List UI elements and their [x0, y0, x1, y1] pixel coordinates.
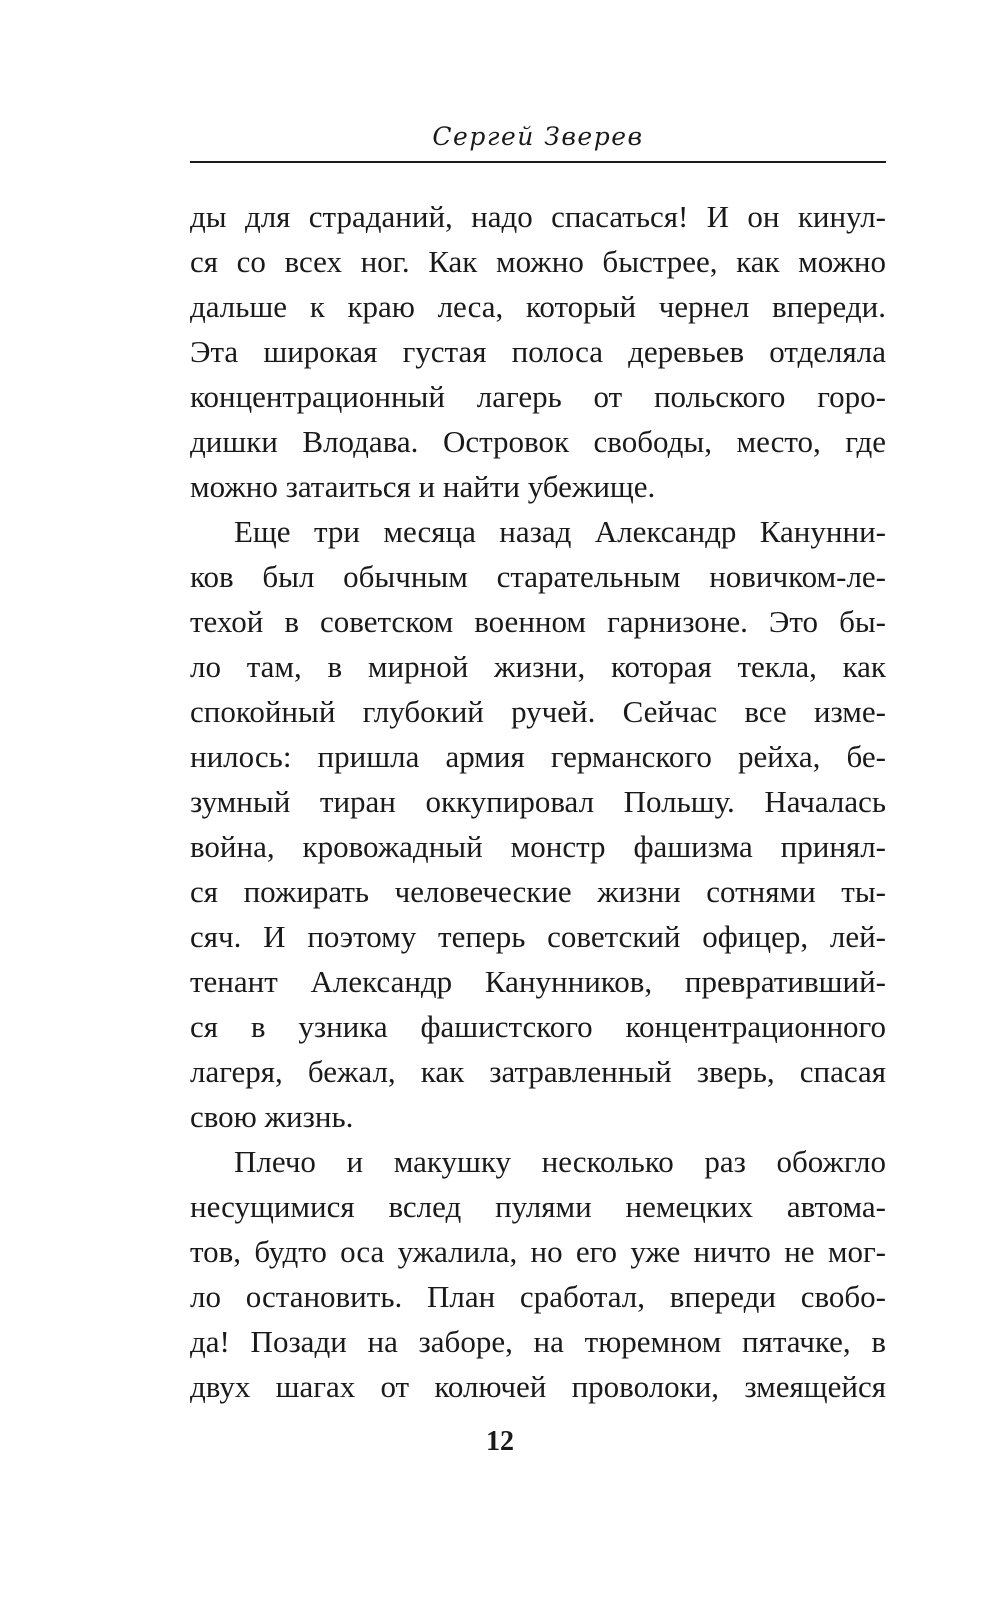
text-line: Еще три месяца назад Александр Канунни-	[234, 514, 886, 549]
text-line: да! Позади на заборе, на тюремном пятачке, в	[190, 1324, 886, 1359]
text-line: зумный тиран оккупировал Польшу. Началась	[190, 784, 886, 819]
text-line: дальше к краю леса, который чернел впереди.	[190, 289, 886, 324]
text-line: техой в советском военном гарнизоне. Это бы-	[190, 604, 886, 639]
text-line: сяч. И поэтому теперь советский офицер, лей-	[190, 919, 886, 954]
text-line: ло там, в мирной жизни, которая текла, как	[190, 649, 886, 684]
text-line: тов, будто оса ужалила, но его уже ничто не мог-	[190, 1234, 886, 1269]
text-line: ков был обычным старательным новичком-ле-	[190, 559, 886, 594]
text-line: тенант Александр Канунников, превративший-	[190, 964, 886, 999]
paragraph-3	[190, 1139, 886, 1409]
text-line: свою жизнь.	[190, 1099, 354, 1134]
paragraph-1	[190, 194, 886, 509]
text-line: нилось: пришла армия германского рейха, бе-	[190, 739, 886, 774]
text-line: ся пожирать человеческие жизни сотнями ты-	[190, 874, 886, 909]
text-line: Эта широкая густая полоса деревьев отделяла	[190, 334, 886, 369]
text-line: дишки Влодава. Островок свободы, место, где	[190, 424, 886, 459]
text-line: концентрационный лагерь от польского горо-	[190, 379, 886, 414]
text-line: двух шагах от колючей проволоки, змеящейся	[190, 1369, 886, 1404]
text-line: война, кровожадный монстр фашизма принял-	[190, 829, 886, 864]
text-line: можно затаиться и найти убежище.	[190, 469, 656, 504]
text-line: Плечо и макушку несколько раз обожгло	[234, 1144, 886, 1179]
body-text	[190, 194, 886, 1409]
paragraph-2	[190, 509, 886, 1139]
text-line: спокойный глубокий ручей. Сейчас все изме-	[190, 694, 886, 729]
text-line: ло остановить. План сработал, впереди свобо-	[190, 1279, 886, 1314]
text-line: ся в узника фашистского концентрационного	[190, 1009, 886, 1044]
page-number: 12	[486, 1426, 514, 1457]
header-rule	[190, 161, 886, 163]
text-line: несущимися вслед пулями немецких автома-	[190, 1189, 886, 1224]
text-line: лагеря, бежал, как затравленный зверь, спасая	[190, 1054, 886, 1089]
text-line: ся со всех ног. Как можно быстрее, как можно	[190, 244, 886, 279]
text-line: ды для страданий, надо спасаться! И он кинул-	[190, 199, 886, 234]
running-head-author: Сергей Зверев	[432, 122, 644, 151]
